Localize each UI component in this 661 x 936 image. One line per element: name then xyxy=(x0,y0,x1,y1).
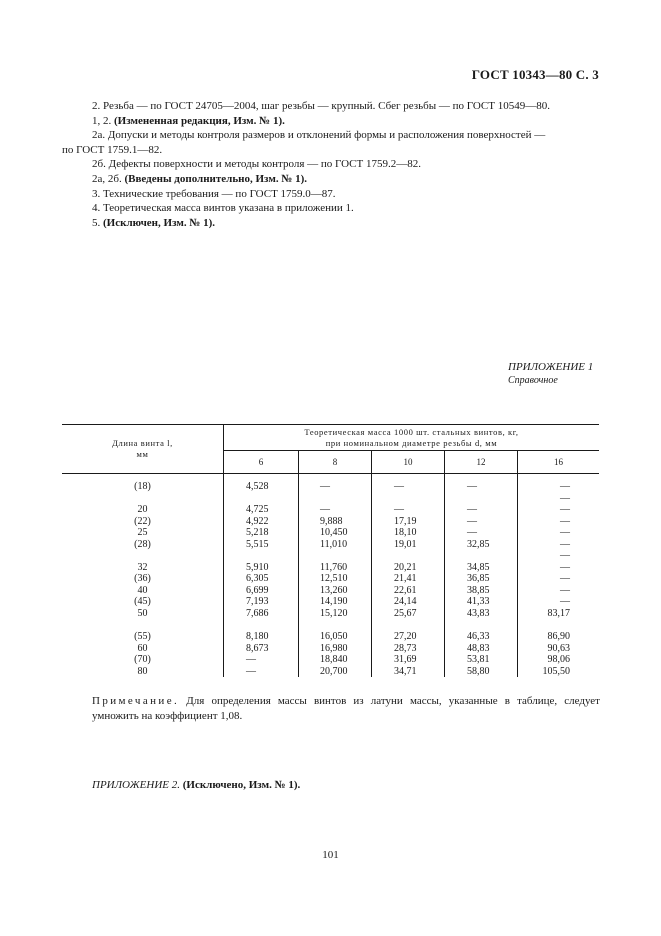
mass-cell: — xyxy=(224,654,299,666)
mass-cell: 5,910 xyxy=(224,562,299,574)
mass-cell: 16,980 xyxy=(299,643,372,655)
mass-cell: 38,85 xyxy=(445,585,518,597)
length-cell: (45) xyxy=(62,596,224,608)
mass-cell: 36,85 xyxy=(445,573,518,585)
table-row xyxy=(62,619,599,631)
mass-cell: 4,528 xyxy=(224,474,299,493)
diameter-header: 16 xyxy=(518,451,600,474)
page-number: 101 xyxy=(322,849,339,861)
table-row xyxy=(62,643,599,655)
mass-cell: — xyxy=(445,527,518,539)
mass-cell: 6,305 xyxy=(224,573,299,585)
length-cell: 50 xyxy=(62,608,224,620)
mass-cell: 31,69 xyxy=(372,654,445,666)
mass-cell xyxy=(299,619,372,631)
clause-2: 2. Резьба — по ГОСТ 24705—2004, шаг резьбы — крупный. Сбег резьбы — по ГОСТ 10549—80. xyxy=(92,100,550,112)
note-text: Для определения массы винтов из латуни массы, указанные в таблице, следует умножить на коэффициент 1,08. xyxy=(92,695,600,722)
diameter-header: 6 xyxy=(224,451,299,474)
mass-cell: 83,17 xyxy=(547,607,570,619)
mass-cell: 32,85 xyxy=(445,539,518,551)
length-cell: (55) xyxy=(62,631,224,643)
length-cell: (18) xyxy=(62,474,224,493)
mass-cell: — xyxy=(299,504,372,516)
mass-cell: 16,050 xyxy=(299,631,372,643)
table-row xyxy=(62,539,599,551)
mass-cell: 90,63 xyxy=(547,642,570,654)
mass-cell: 25,67 xyxy=(372,608,445,620)
mass-cell: 6,699 xyxy=(224,585,299,597)
mass-cell xyxy=(518,619,600,631)
mass-cell: — xyxy=(372,504,445,516)
mass-cell xyxy=(445,493,518,505)
note-label: Примечание. xyxy=(92,695,180,707)
mass-cell: 7,193 xyxy=(224,596,299,608)
mass-cell: — xyxy=(560,504,570,515)
mass-cell: — xyxy=(560,492,570,504)
table-row xyxy=(62,666,599,678)
mass-cell: — xyxy=(445,474,518,493)
diameter-header: 10 xyxy=(372,451,445,474)
mass-cell: 20,700 xyxy=(299,666,372,678)
mass-cell: — xyxy=(560,573,570,584)
screw-mass-table xyxy=(62,424,599,677)
mass-cell: 5,515 xyxy=(224,539,299,551)
table-row xyxy=(62,596,599,608)
length-cell: 40 xyxy=(62,585,224,597)
mass-cell: — xyxy=(445,516,518,528)
clause-2a-2b-amendment: 2а, 2б. (Введены дополнительно, Изм. № 1). xyxy=(92,172,308,185)
table-row xyxy=(62,550,599,562)
mass-cell: 5,218 xyxy=(224,527,299,539)
length-cell: 25 xyxy=(62,527,224,539)
mass-cell: 21,41 xyxy=(372,573,445,585)
clause-3: 3. Технические требования — по ГОСТ 1759.0—87. xyxy=(92,187,336,200)
length-cell: (22) xyxy=(62,516,224,528)
mass-cell: — xyxy=(560,596,570,607)
mass-cell: 98,06 xyxy=(547,654,570,665)
mass-cell: 53,81 xyxy=(445,654,518,666)
mass-cell: 86,90 xyxy=(547,631,570,642)
mass-cell: — xyxy=(560,561,570,573)
diameter-header: 8 xyxy=(299,451,372,474)
appendix-2-title: ПРИЛОЖЕНИЕ 2. xyxy=(92,779,180,791)
length-cell xyxy=(62,493,224,505)
mass-cell: 48,83 xyxy=(445,643,518,655)
mass-cell: — xyxy=(445,504,518,516)
mass-cell: 43,83 xyxy=(445,608,518,620)
table-row xyxy=(62,585,599,597)
mass-cell xyxy=(445,550,518,562)
appendix-2-line xyxy=(92,779,300,791)
mass-cell: — xyxy=(560,515,570,527)
mass-cell: — xyxy=(560,584,570,596)
mass-cell: 34,85 xyxy=(445,562,518,574)
mass-cell: 58,80 xyxy=(445,666,518,678)
length-cell xyxy=(62,619,224,631)
mass-cell: 24,14 xyxy=(372,596,445,608)
mass-cell: 10,450 xyxy=(299,527,372,539)
mass-cell xyxy=(299,550,372,562)
appendix-1-title: ПРИЛОЖЕНИЕ 1 xyxy=(508,361,594,373)
mass-cell: 105,50 xyxy=(542,665,570,677)
mass-cell: 20,21 xyxy=(372,562,445,574)
mass-cell: 14,190 xyxy=(299,596,372,608)
mass-cell: 46,33 xyxy=(445,631,518,643)
appendix-1-subtitle: Справочное xyxy=(508,375,558,386)
mass-cell: 4,725 xyxy=(224,504,299,516)
length-cell: 60 xyxy=(62,643,224,655)
mass-cell: 15,120 xyxy=(299,608,372,620)
mass-cell xyxy=(372,493,445,505)
table-row xyxy=(62,493,599,505)
table-row xyxy=(62,654,599,666)
mass-cell: 9,888 xyxy=(299,516,372,528)
mass-cell xyxy=(224,550,299,562)
document-reference: ГОСТ 10343—80 С. 3 xyxy=(471,67,599,82)
mass-table-wrapper xyxy=(62,424,599,677)
mass-cell xyxy=(224,493,299,505)
mass-cell: — xyxy=(560,527,570,538)
table-body xyxy=(62,474,599,678)
table-row xyxy=(62,631,599,643)
appendix-1-heading xyxy=(508,361,593,387)
mass-cell: 8,180 xyxy=(224,631,299,643)
table-row xyxy=(62,504,599,516)
clause-1-2-amendment: 1, 2. (Измененная редакция, Изм. № 1). xyxy=(92,114,285,127)
mass-cell: 18,840 xyxy=(299,654,372,666)
mass-cell: 12,510 xyxy=(299,573,372,585)
clause-2a: 2а. Допуски и методы контроля размеров и отклонений формы и расположения поверхностей — по ГОСТ 1759.1—82. xyxy=(62,129,546,156)
mass-cell: — xyxy=(560,538,570,550)
mass-cell: 22,61 xyxy=(372,585,445,597)
mass-cell xyxy=(372,619,445,631)
clause-5: 5. (Исключен, Изм. № 1). xyxy=(92,216,216,229)
mass-cell xyxy=(224,619,299,631)
mass-column-header: Теоретическая масса 1000 шт. стальных винтов, кг, при номинальном диаметре резьбы d, мм xyxy=(224,425,600,451)
mass-cell: 4,922 xyxy=(224,516,299,528)
mass-cell xyxy=(299,493,372,505)
table-row xyxy=(62,474,599,493)
length-cell xyxy=(62,550,224,562)
diameter-header: 12 xyxy=(445,451,518,474)
mass-cell: — xyxy=(224,666,299,678)
length-cell: (70) xyxy=(62,654,224,666)
mass-cell xyxy=(445,619,518,631)
clauses-section xyxy=(62,99,600,230)
mass-cell: 27,20 xyxy=(372,631,445,643)
mass-cell: 17,19 xyxy=(372,516,445,528)
mass-cell: — xyxy=(299,474,372,493)
length-cell: (28) xyxy=(62,539,224,551)
mass-cell: 28,73 xyxy=(372,643,445,655)
length-cell: 80 xyxy=(62,666,224,678)
mass-cell: 18,10 xyxy=(372,527,445,539)
table-row xyxy=(62,573,599,585)
mass-cell: 7,686 xyxy=(224,608,299,620)
length-cell: 32 xyxy=(62,562,224,574)
table-row xyxy=(62,527,599,539)
table-row xyxy=(62,562,599,574)
mass-cell: 11,760 xyxy=(299,562,372,574)
mass-cell: 8,673 xyxy=(224,643,299,655)
mass-cell: 34,71 xyxy=(372,666,445,678)
clause-2b: 2б. Дефекты поверхности и методы контроля — по ГОСТ 1759.2—82. xyxy=(92,158,421,171)
clause-4: 4. Теоретическая масса винтов указана в приложении 1. xyxy=(92,202,354,215)
mass-cell: — xyxy=(372,474,445,493)
mass-cell xyxy=(372,550,445,562)
mass-cell: 19,01 xyxy=(372,539,445,551)
length-cell: (36) xyxy=(62,573,224,585)
table-note xyxy=(92,694,600,724)
length-cell: 20 xyxy=(62,504,224,516)
mass-cell: — xyxy=(560,481,570,492)
appendix-2-status: (Исключено, Изм. № 1). xyxy=(182,779,301,791)
table-row xyxy=(62,516,599,528)
length-column-header: Длина винта l, мм xyxy=(62,425,224,474)
mass-cell: 13,260 xyxy=(299,585,372,597)
table-row xyxy=(62,608,599,620)
mass-cell: 41,33 xyxy=(445,596,518,608)
mass-cell: 11,010 xyxy=(299,539,372,551)
mass-cell: — xyxy=(560,550,570,561)
